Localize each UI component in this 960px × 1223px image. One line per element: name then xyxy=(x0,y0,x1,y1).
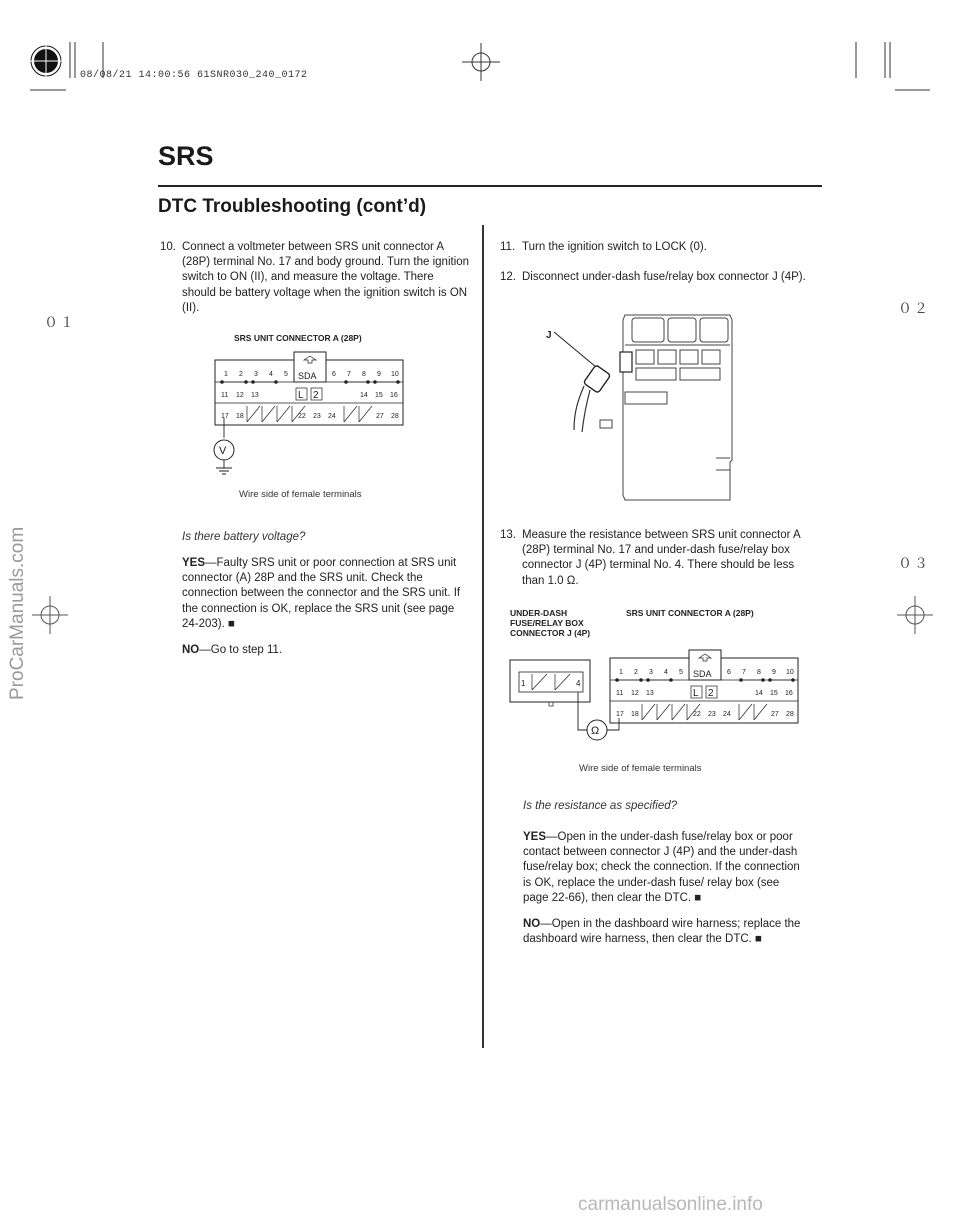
pin-label: 5 xyxy=(679,669,683,676)
connector-j-callout: J xyxy=(546,330,552,341)
answer-label: YES xyxy=(523,831,547,843)
figure-caption: Wire side of female terminals xyxy=(239,489,362,500)
section-subtitle: DTC Troubleshooting (cont’d) xyxy=(158,196,427,217)
answer-label: NO xyxy=(182,644,200,656)
pin-label: 1 xyxy=(619,669,623,676)
key-letter: L xyxy=(693,688,699,699)
key-letter: L xyxy=(298,390,304,401)
side-mark-03: ０３ xyxy=(898,557,930,573)
figure-label: SRS UNIT CONNECTOR A (28P) xyxy=(234,333,362,343)
end-square-icon: ■ xyxy=(228,617,235,630)
pin-label: 7 xyxy=(347,371,351,378)
bottom-watermark: carmanualsonline.info xyxy=(578,1194,763,1215)
answer-text: Open in the dashboard wire harness; replace the dashboard wire harness, then clear the DTC. xyxy=(523,918,801,946)
pin-label: 13 xyxy=(646,690,654,697)
pin-label: 18 xyxy=(631,711,639,718)
pin-label: 11 xyxy=(221,392,229,399)
fuse-relay-box-diagram xyxy=(540,300,760,515)
crosshair-icon xyxy=(462,43,500,81)
pin-label: 22 xyxy=(298,413,306,420)
answer-text: Faulty SRS unit or poor connection at SRS unit connector (A) 28P and the SRS unit. Check the connection between the connector and the SRS unit. If the connection is OK, replace the SRS unit (see page 24-203). xyxy=(182,557,461,630)
pin-label: 4 xyxy=(576,679,581,688)
step-number: 10. xyxy=(160,241,176,253)
pin-label: 13 xyxy=(251,392,259,399)
pin-label: 2 xyxy=(634,669,638,676)
pin-label: 2 xyxy=(239,371,243,378)
left-crosshair-icon xyxy=(30,590,70,640)
pin-label: 6 xyxy=(727,669,731,676)
column-divider xyxy=(482,225,484,1048)
question: Is the resistance as specified? xyxy=(523,800,678,812)
srs-connector-diagram xyxy=(210,350,410,490)
step-13 xyxy=(500,528,810,589)
pin-label: 9 xyxy=(772,669,776,676)
step-11 xyxy=(500,240,810,255)
pin-label: 12 xyxy=(236,392,244,399)
question: Is there battery voltage? xyxy=(182,531,306,543)
pin-label: 27 xyxy=(376,413,384,420)
answer-no: NO―Open in the dashboard wire harness; replace the dashboard wire harness, then clear the DTC. ■ xyxy=(523,918,801,946)
step-number: 13. xyxy=(500,529,516,541)
step-text: Measure the resistance between SRS unit connector A (28P) terminal No. 17 and under-dash fuse/relay box connector J (4P) terminal No. 4. There should be less than 1.0 Ω. xyxy=(522,529,801,587)
step-text: Turn the ignition switch to LOCK (0). xyxy=(522,241,707,253)
connector-key-text: SDA xyxy=(298,371,317,381)
pin-label: 15 xyxy=(375,392,383,399)
answer-label: YES xyxy=(182,557,206,569)
step-number: 11. xyxy=(500,241,516,253)
connector-j-plug xyxy=(574,365,611,432)
ohmmeter-icon xyxy=(587,720,607,740)
pin-label: 3 xyxy=(649,669,653,676)
ground-icon xyxy=(216,468,232,474)
pin-label: 8 xyxy=(757,669,761,676)
label-line: CONNECTOR J (4P) xyxy=(510,628,591,638)
pin-label: 28 xyxy=(391,413,399,420)
registration-marks xyxy=(0,0,960,130)
pin-label: 1 xyxy=(224,371,228,378)
answer-text: Open in the under-dash fuse/relay box or poor contact between connector J (4P) and the under-dash fuse/relay box; check the connection. If the connection is OK, replace the under-dash fuse/ relay box (see page 22-66), then clear the DTC. xyxy=(523,831,800,904)
pin-label: 10 xyxy=(391,371,399,378)
page-title: SRS xyxy=(158,141,214,171)
side-watermark: ProCarManuals.com xyxy=(7,526,28,700)
pin-label: 8 xyxy=(362,371,366,378)
step-10 xyxy=(160,240,470,316)
key-letter: 2 xyxy=(313,390,319,401)
answer-yes: YES―Faulty SRS unit or poor connection at SRS unit connector (A) 28P and the SRS unit. Check the connection between the connector and the SRS unit. If the connection is OK, replace the SRS unit (see page 24-203). ■ xyxy=(182,557,461,630)
answer-label: NO xyxy=(523,918,541,930)
right-crosshair-icon xyxy=(895,590,935,640)
pin-label: 3 xyxy=(254,371,258,378)
meter-symbol: V xyxy=(219,445,227,457)
pin-label: 4 xyxy=(269,371,273,378)
side-mark-01: ０１ xyxy=(44,316,76,332)
pin-label: 9 xyxy=(377,371,381,378)
pin-label: 22 xyxy=(693,711,701,718)
pin-label: 24 xyxy=(723,711,731,718)
answer-text: Go to step 11. xyxy=(210,644,283,656)
pin-label: 24 xyxy=(328,413,336,420)
pin-label: 23 xyxy=(708,711,716,718)
pin-label: 23 xyxy=(313,413,321,420)
label-line: UNDER-DASH xyxy=(510,608,568,618)
pin-label: 6 xyxy=(332,371,336,378)
pin-label: 1 xyxy=(521,679,526,688)
pin-label: 10 xyxy=(786,669,794,676)
end-square-icon: ■ xyxy=(755,933,762,946)
side-mark-02: ０２ xyxy=(898,302,930,318)
pin-label: 14 xyxy=(755,690,763,697)
pin-label: 15 xyxy=(770,690,778,697)
pin-label: 16 xyxy=(785,690,793,697)
pin-label: 11 xyxy=(616,690,624,697)
figure2-label-right: SRS UNIT CONNECTOR A (28P) xyxy=(626,608,754,618)
step-text: Disconnect under-dash fuse/relay box connector J (4P). xyxy=(522,271,806,283)
step-12 xyxy=(500,270,810,285)
voltmeter-icon xyxy=(214,440,234,460)
pin-label: 12 xyxy=(631,690,639,697)
step-text: Connect a voltmeter between SRS unit connector A (28P) terminal No. 17 and body ground. Turn the ignition switch to ON (II), and measure the voltage. There should be battery voltage when the ignition switch is ON (II). xyxy=(182,241,470,314)
pin-label: 27 xyxy=(771,711,779,718)
step-number: 12. xyxy=(500,271,516,283)
registration-target-icon xyxy=(30,45,62,77)
pin-label: 16 xyxy=(390,392,398,399)
pin-label: 18 xyxy=(236,413,244,420)
label-line: FUSE/RELAY BOX xyxy=(510,618,584,628)
answer-yes: YES―Open in the under-dash fuse/relay box or poor contact between connector J (4P) and the under-dash fuse/relay box; check the connection. If the connection is OK, replace the under-dash fuse/ relay box (see page 22-66), then clear the DTC. ■ xyxy=(523,831,800,904)
pin-label: 17 xyxy=(616,711,624,718)
pin-label: 17 xyxy=(221,413,229,420)
pin-label: 14 xyxy=(360,392,368,399)
pin-label: 4 xyxy=(664,669,668,676)
figure2-label-left xyxy=(510,608,590,638)
figure-caption: Wire side of female terminals xyxy=(579,763,702,774)
resistance-test-diagram xyxy=(505,640,805,750)
pin-label: 7 xyxy=(742,669,746,676)
print-stamp: 08/08/21 14:00:56 61SNR030_240_0172 xyxy=(80,70,308,81)
pin-label: 5 xyxy=(284,371,288,378)
connector-key-text: SDA xyxy=(693,669,712,679)
meter-symbol: Ω xyxy=(591,725,600,737)
pin-label: 28 xyxy=(786,711,794,718)
answer-no: NO―Go to step 11. xyxy=(182,644,283,656)
key-letter: 2 xyxy=(708,688,714,699)
header-rule xyxy=(158,185,822,187)
end-square-icon: ■ xyxy=(694,891,702,904)
